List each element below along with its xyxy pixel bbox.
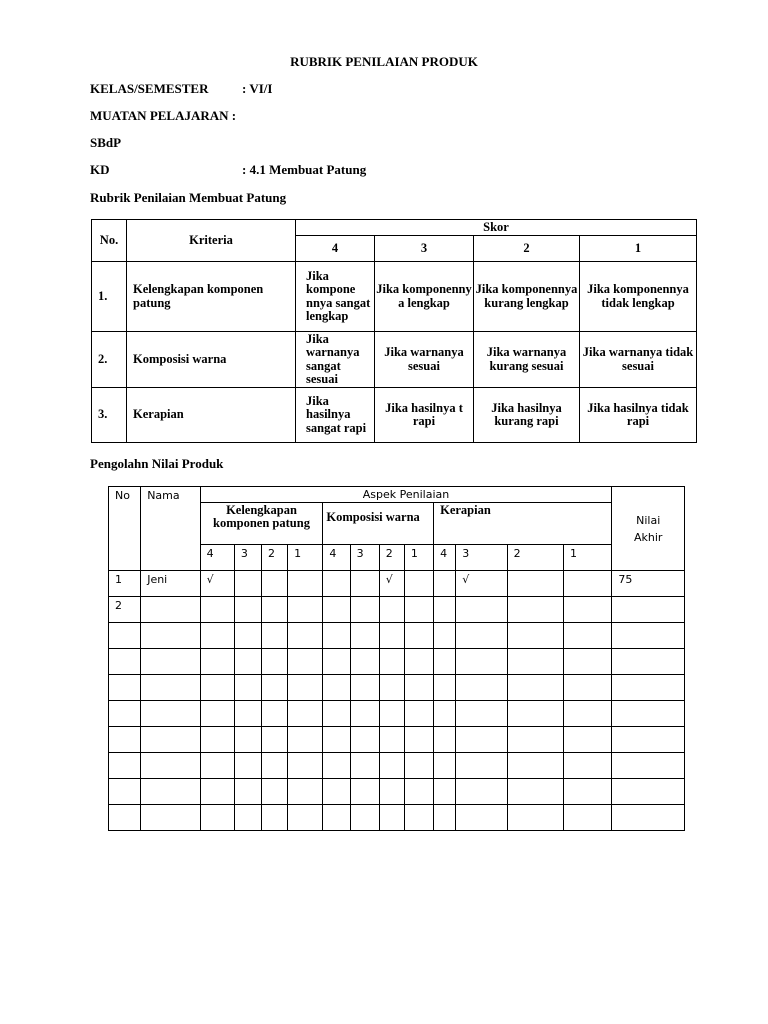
row-nilai-akhir	[612, 597, 685, 623]
table-row	[109, 753, 685, 779]
row-nama	[141, 675, 200, 701]
nilai-table	[108, 486, 685, 831]
row-mark	[261, 571, 287, 597]
score-label: 2	[261, 545, 287, 571]
row-mark	[507, 805, 563, 831]
row-mark	[507, 727, 563, 753]
rubric-cell: Jika kompone nnya sangat lengkap	[296, 262, 375, 332]
row-mark	[200, 701, 234, 727]
rubric-score-2: 2	[474, 236, 580, 262]
row-mark	[234, 675, 261, 701]
row-mark	[350, 753, 379, 779]
row-mark	[507, 623, 563, 649]
row-mark	[323, 701, 350, 727]
row-mark	[456, 753, 507, 779]
row-mark	[288, 727, 323, 753]
row-nama	[141, 779, 200, 805]
rubric-cell: Jika komponennya kurang lengkap	[474, 262, 580, 332]
row-mark	[288, 623, 323, 649]
nilai-col-no: No	[109, 487, 141, 571]
row-nilai-akhir	[612, 623, 685, 649]
row-mark	[456, 701, 507, 727]
row-mark	[234, 571, 261, 597]
rubric-score-4: 4	[296, 236, 375, 262]
meta-kd	[90, 162, 367, 178]
row-mark	[434, 649, 456, 675]
rubric-header-row	[92, 220, 697, 236]
row-mark	[288, 571, 323, 597]
row-mark	[507, 571, 563, 597]
row-mark: √	[200, 571, 234, 597]
row-mark	[563, 779, 611, 805]
score-label: 1	[563, 545, 611, 571]
row-mark	[234, 779, 261, 805]
rubric-cell: Jika hasilnya tidak rapi	[580, 388, 697, 443]
row-mark	[261, 623, 287, 649]
row-mark	[261, 779, 287, 805]
row-mark	[404, 727, 433, 753]
nilai-akhir-line1: Nilai	[636, 513, 661, 527]
row-mark: √	[456, 571, 507, 597]
row-mark	[350, 805, 379, 831]
row-mark	[434, 727, 456, 753]
row-mark	[434, 597, 456, 623]
row-mark	[563, 675, 611, 701]
row-no: 2	[109, 597, 141, 623]
rubric-row-no: 1.	[92, 262, 127, 332]
score-label: 3	[234, 545, 261, 571]
row-mark	[200, 597, 234, 623]
row-nilai-akhir	[612, 779, 685, 805]
row-nama	[141, 649, 200, 675]
row-mark	[288, 753, 323, 779]
row-mark	[200, 805, 234, 831]
row-mark	[261, 675, 287, 701]
row-no	[109, 675, 141, 701]
rubric-table	[91, 219, 697, 443]
row-mark	[379, 779, 404, 805]
aspek-kelengkapan: Kelengkapan komponen patung	[200, 503, 323, 545]
row-mark	[507, 649, 563, 675]
rubric-row	[92, 388, 697, 443]
row-mark	[323, 675, 350, 701]
nilai-akhir-line2: Akhir	[633, 530, 663, 544]
row-mark	[563, 727, 611, 753]
row-mark	[404, 753, 433, 779]
row-mark	[379, 649, 404, 675]
nilai-col-aspek: Aspek Penilaian	[200, 487, 612, 503]
rubric-cell: Jika warnanya sangat sesuai	[296, 332, 375, 388]
row-mark	[563, 623, 611, 649]
row-mark	[434, 623, 456, 649]
row-nilai-akhir	[612, 753, 685, 779]
row-nilai-akhir	[612, 805, 685, 831]
row-no	[109, 623, 141, 649]
row-mark	[350, 727, 379, 753]
row-mark	[234, 753, 261, 779]
row-no	[109, 779, 141, 805]
row-nilai-akhir	[612, 649, 685, 675]
row-mark	[288, 779, 323, 805]
row-mark	[379, 753, 404, 779]
row-mark	[350, 779, 379, 805]
row-mark	[379, 701, 404, 727]
meta-muatan-label: MUATAN PELAJARAN :	[90, 108, 237, 123]
rubric-cell: Jika hasilnya kurang rapi	[474, 388, 580, 443]
table-row	[109, 805, 685, 831]
score-label: 4	[434, 545, 456, 571]
row-mark	[434, 701, 456, 727]
row-mark	[288, 701, 323, 727]
nilai-body	[109, 571, 685, 831]
nilai-heading: Pengolahn Nilai Produk	[90, 456, 224, 471]
table-row	[109, 571, 685, 597]
score-label: 4	[200, 545, 234, 571]
rubric-cell: Jika komponennya tidak lengkap	[580, 262, 697, 332]
row-mark	[261, 597, 287, 623]
row-mark	[434, 571, 456, 597]
row-mark	[234, 805, 261, 831]
score-label: 3	[350, 545, 379, 571]
rubric-row-kriteria: Komposisi warna	[127, 332, 296, 388]
row-mark	[350, 571, 379, 597]
row-nilai-akhir	[612, 727, 685, 753]
row-nama	[141, 597, 200, 623]
rubric-row	[92, 332, 697, 388]
rubric-row-kriteria: Kerapian	[127, 388, 296, 443]
row-mark	[350, 597, 379, 623]
score-label: 4	[323, 545, 350, 571]
rubric-row-kriteria: Kelengkapan komponen patung	[127, 262, 296, 332]
row-mark	[200, 727, 234, 753]
row-mark	[323, 623, 350, 649]
score-label: 2	[379, 545, 404, 571]
aspek-kerapian: Kerapian	[434, 503, 612, 545]
row-mark	[350, 649, 379, 675]
score-label: 1	[288, 545, 323, 571]
row-mark	[288, 649, 323, 675]
rubric-row	[92, 262, 697, 332]
row-mark	[261, 727, 287, 753]
nilai-header-row	[109, 487, 685, 503]
row-mark	[288, 675, 323, 701]
row-nama: Jeni	[141, 571, 200, 597]
row-mark	[288, 597, 323, 623]
row-mark	[323, 727, 350, 753]
row-no: 1	[109, 571, 141, 597]
row-mark	[456, 623, 507, 649]
row-mark	[234, 727, 261, 753]
kelas-label: KELAS/SEMESTER	[90, 81, 209, 96]
rubric-score-1: 1	[580, 236, 697, 262]
score-label: 2	[507, 545, 563, 571]
row-mark	[379, 805, 404, 831]
row-no	[109, 649, 141, 675]
row-mark	[200, 779, 234, 805]
row-mark	[323, 597, 350, 623]
document-title: RUBRIK PENILAIAN PRODUK	[290, 54, 478, 69]
row-mark	[563, 571, 611, 597]
row-mark	[323, 805, 350, 831]
row-mark	[404, 701, 433, 727]
table-row	[109, 701, 685, 727]
row-mark	[507, 779, 563, 805]
row-mark	[234, 649, 261, 675]
row-mark	[563, 701, 611, 727]
aspek-komposisi: Komposisi warna	[323, 503, 434, 545]
row-nama	[141, 805, 200, 831]
rubric-cell: Jika warnanya kurang sesuai	[474, 332, 580, 388]
kd-value: : 4.1 Membuat Patung	[242, 162, 367, 177]
row-mark	[200, 623, 234, 649]
table-row	[109, 779, 685, 805]
meta-kelas	[90, 81, 273, 97]
row-mark	[234, 701, 261, 727]
kelas-value: : VI/I	[242, 81, 273, 96]
row-mark	[507, 753, 563, 779]
rubric-cell: Jika warnanya tidak sesuai	[580, 332, 697, 388]
row-no	[109, 701, 141, 727]
row-mark	[563, 649, 611, 675]
row-mark	[434, 675, 456, 701]
row-mark	[404, 649, 433, 675]
rubric-row-no: 3.	[92, 388, 127, 443]
row-mark	[456, 675, 507, 701]
rubric-heading: Rubrik Penilaian Membuat Patung	[90, 190, 287, 205]
score-label: 1	[404, 545, 433, 571]
row-mark	[323, 571, 350, 597]
row-nama	[141, 701, 200, 727]
row-mark	[234, 623, 261, 649]
row-mark	[350, 701, 379, 727]
rubric-cell: Jika hasilnya t rapi	[375, 388, 474, 443]
row-mark	[200, 675, 234, 701]
row-no	[109, 727, 141, 753]
row-mark	[379, 623, 404, 649]
nilai-col-nilai-akhir	[612, 487, 685, 571]
row-mark	[379, 597, 404, 623]
row-mark	[261, 753, 287, 779]
rubric-score-3: 3	[375, 236, 474, 262]
row-mark	[404, 597, 433, 623]
table-row	[109, 649, 685, 675]
row-nama	[141, 753, 200, 779]
row-mark	[456, 727, 507, 753]
row-mark	[507, 597, 563, 623]
table-row	[109, 727, 685, 753]
rubric-row-no: 2.	[92, 332, 127, 388]
table-row	[109, 675, 685, 701]
row-mark	[234, 597, 261, 623]
row-mark	[350, 675, 379, 701]
row-mark	[379, 727, 404, 753]
row-mark	[200, 649, 234, 675]
row-nilai-akhir: 75	[612, 571, 685, 597]
row-mark	[323, 649, 350, 675]
row-no	[109, 805, 141, 831]
row-mark	[288, 805, 323, 831]
rubric-col-skor: Skor	[296, 220, 697, 236]
row-mark	[261, 701, 287, 727]
row-mark: √	[379, 571, 404, 597]
row-mark	[563, 753, 611, 779]
row-no	[109, 753, 141, 779]
row-mark	[456, 805, 507, 831]
row-mark	[434, 805, 456, 831]
row-mark	[261, 649, 287, 675]
row-mark	[456, 649, 507, 675]
row-mark	[350, 623, 379, 649]
row-mark	[379, 675, 404, 701]
rubric-col-kriteria: Kriteria	[127, 220, 296, 262]
row-mark	[404, 805, 433, 831]
nilai-col-nama: Nama	[141, 487, 200, 571]
rubric-col-no: No.	[92, 220, 127, 262]
table-row	[109, 597, 685, 623]
row-mark	[404, 571, 433, 597]
row-mark	[456, 597, 507, 623]
row-mark	[323, 753, 350, 779]
row-mark	[434, 753, 456, 779]
row-mark	[323, 779, 350, 805]
rubric-cell: Jika warnanya sesuai	[375, 332, 474, 388]
row-mark	[563, 805, 611, 831]
row-nama	[141, 623, 200, 649]
row-nilai-akhir	[612, 675, 685, 701]
table-row	[109, 623, 685, 649]
row-mark	[200, 753, 234, 779]
row-mark	[404, 623, 433, 649]
row-mark	[507, 701, 563, 727]
row-mark	[404, 779, 433, 805]
row-mark	[261, 805, 287, 831]
score-label: 3	[456, 545, 507, 571]
row-mark	[507, 675, 563, 701]
row-mark	[563, 597, 611, 623]
row-nilai-akhir	[612, 701, 685, 727]
kd-label: KD	[90, 162, 110, 177]
rubric-cell: Jika komponenny a lengkap	[375, 262, 474, 332]
rubric-cell: Jika hasilnya sangat rapi	[296, 388, 375, 443]
row-mark	[434, 779, 456, 805]
row-mark	[456, 779, 507, 805]
row-nama	[141, 727, 200, 753]
meta-muatan-value: SBdP	[90, 135, 122, 150]
row-mark	[404, 675, 433, 701]
